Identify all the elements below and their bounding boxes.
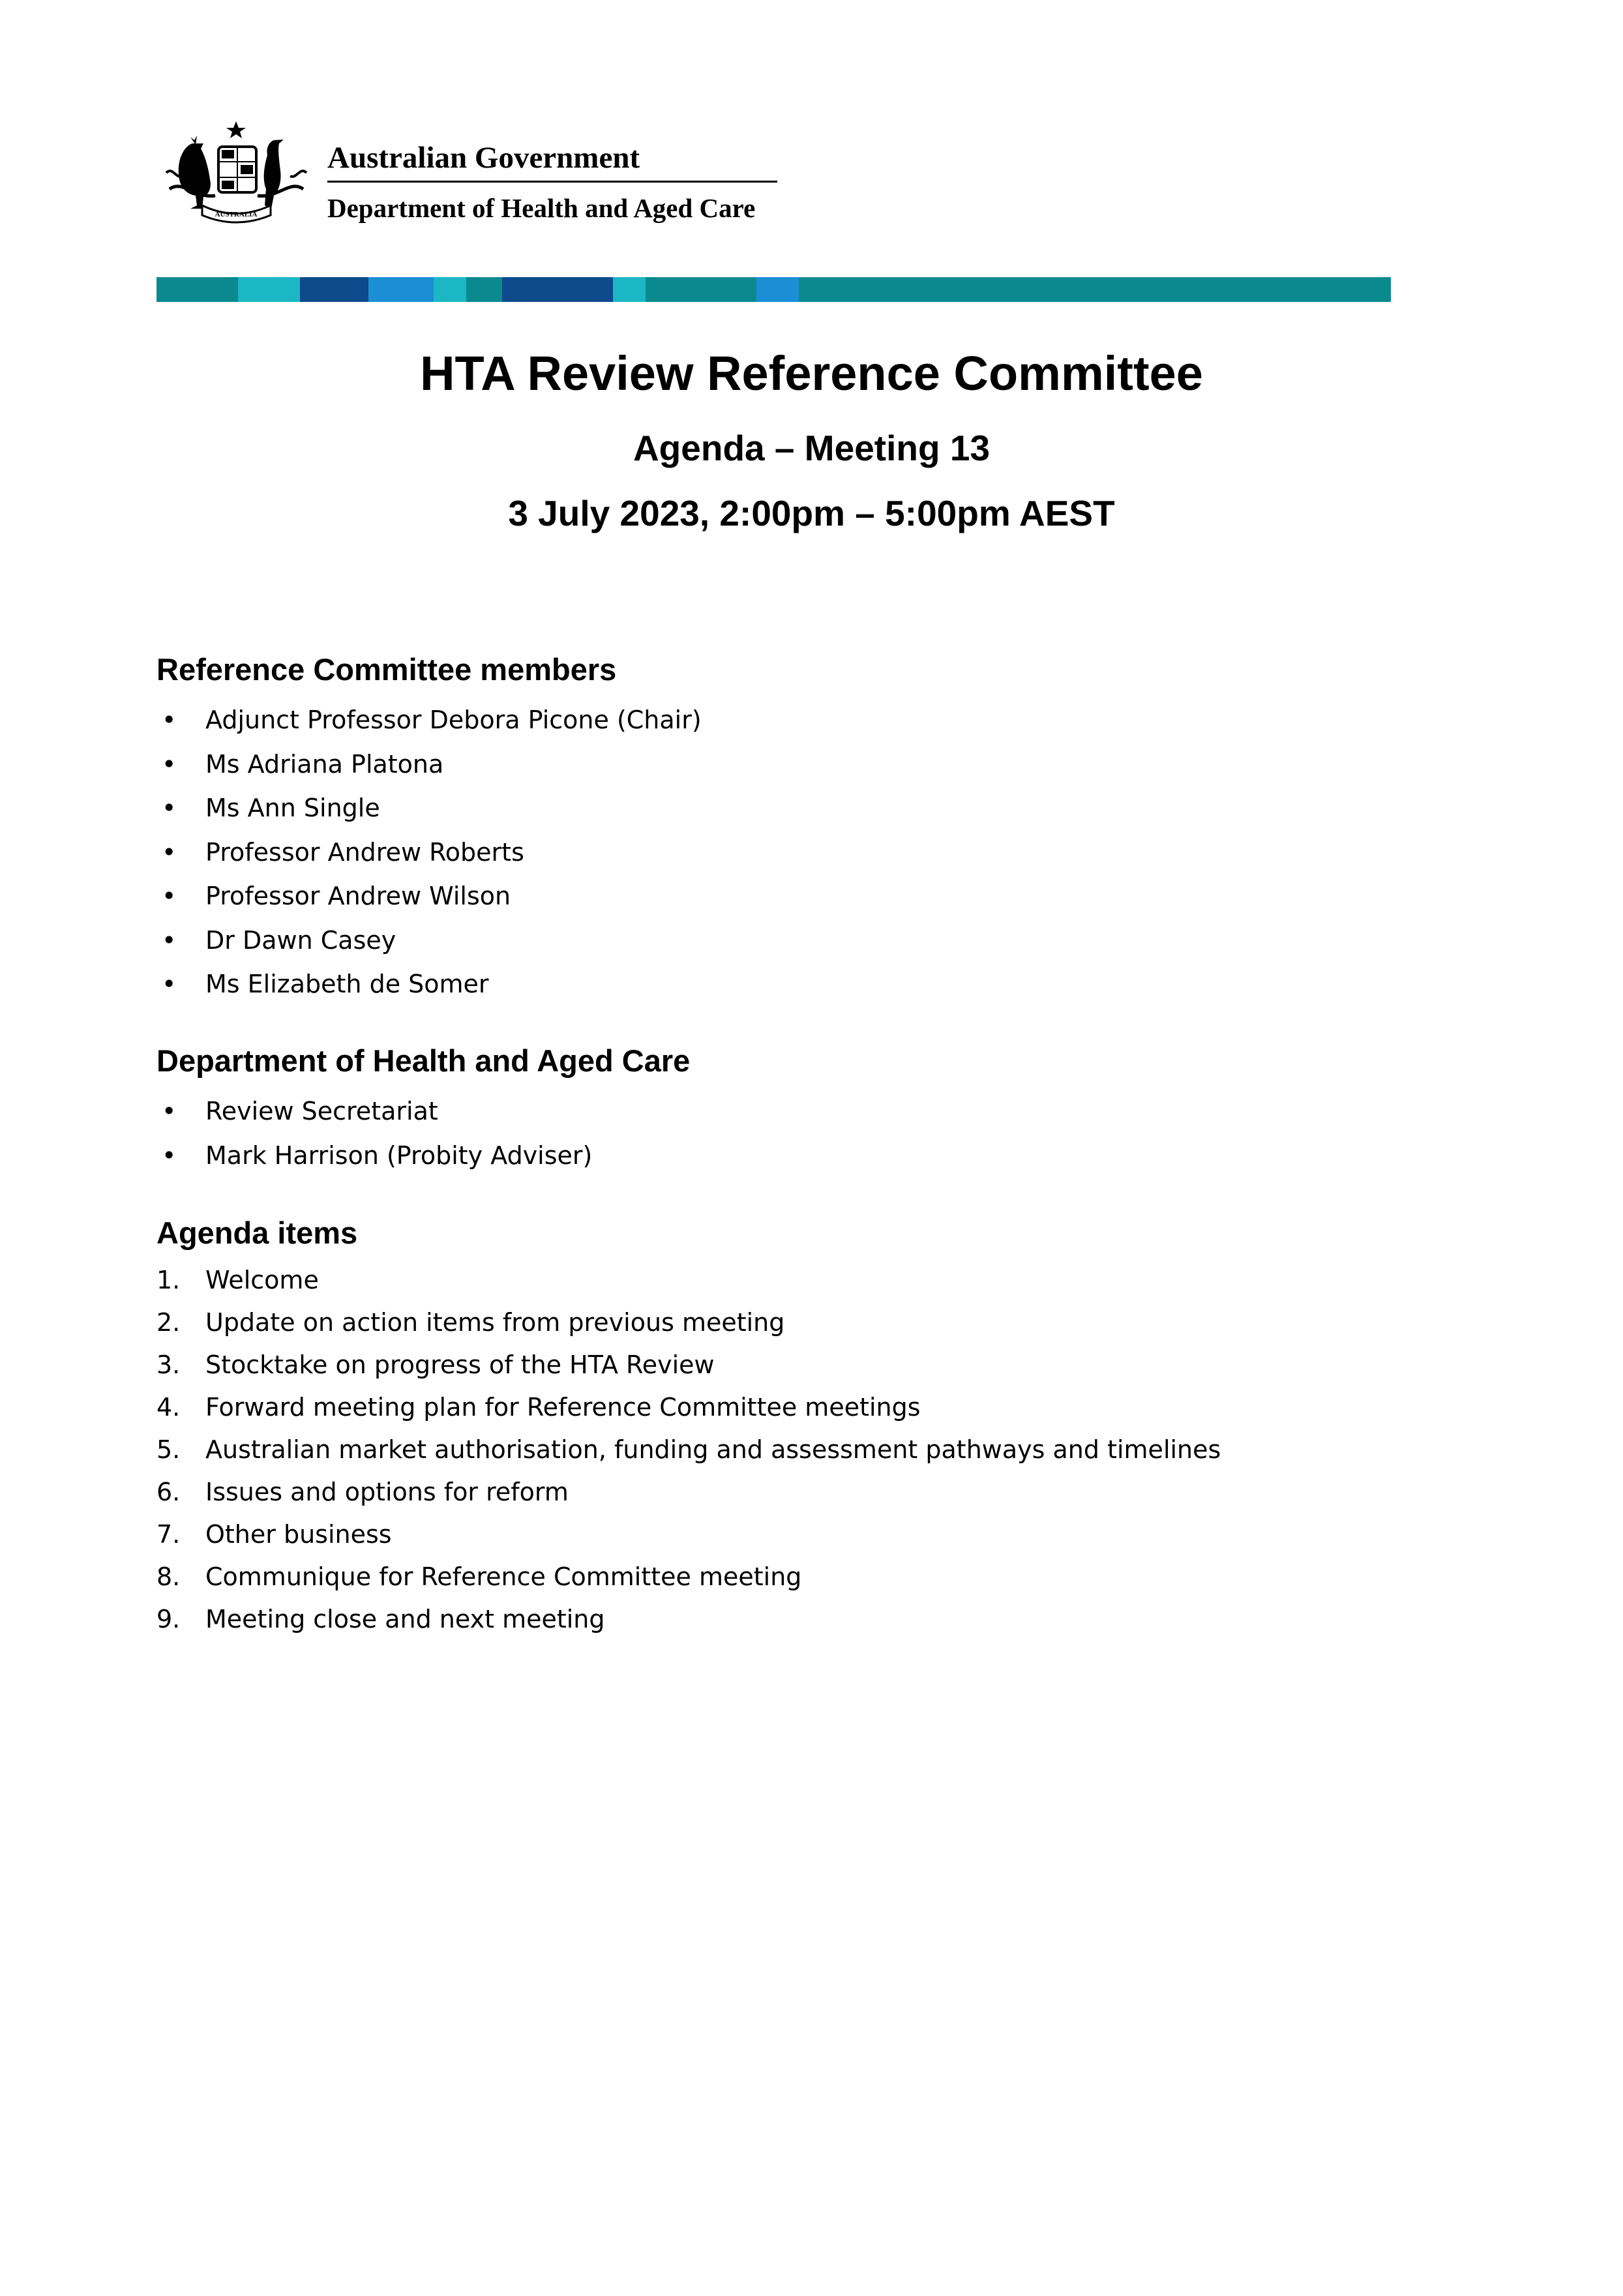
colour-segment [368,277,434,302]
colour-segment [156,277,238,302]
colour-segment [238,277,300,302]
brand-colour-bar [156,277,1391,302]
item-text: Meeting close and next meeting [205,1605,605,1633]
item-text: Australian market authorisation, funding and assessment pathways and timelines [205,1435,1221,1464]
section-heading: Department of Health and Aged Care [156,1043,691,1078]
item-text: Communique for Reference Committee meeting [205,1562,802,1591]
list-item: • Adjunct Professor Debora Picone (Chair) [156,698,1461,743]
colour-segment [300,277,368,302]
list-item: • Review Secretariat [156,1090,1461,1134]
list-item: • Ms Adriana Platona [156,743,1461,787]
colour-segment [613,277,646,302]
agenda-list [156,1259,1461,1641]
meeting-date: 3 July 2023, 2:00pm – 5:00pm AEST [508,493,1115,533]
agenda-item [156,1259,1461,1302]
list-item: • Professor Andrew Roberts [156,831,1461,875]
colour-segment [646,277,756,302]
item-number: 9. [156,1605,181,1633]
item-number: 8. [156,1562,181,1591]
section-heading: Agenda items [156,1215,358,1250]
colour-segment [799,277,1391,302]
committee-members-section [156,650,1461,1007]
item-number: 5. [156,1435,181,1464]
item-number: 6. [156,1478,181,1506]
item-number: 4. [156,1393,181,1422]
agenda-item [156,1429,1461,1471]
agenda-item [156,1344,1461,1386]
government-name: Australian Government [327,142,777,183]
page-header [156,114,782,231]
item-text: Issues and options for reform [205,1478,569,1506]
department-name: Department of Health and Aged Care [327,193,756,223]
item-text: Update on action items from previous meeting [205,1308,785,1337]
list-item: • Mark Harrison (Probity Adviser) [156,1134,1461,1178]
member-list [156,698,1461,1007]
agenda-item [156,1556,1461,1598]
list-item: • Ms Elizabeth de Somer [156,962,1461,1007]
colour-segment [502,277,613,302]
agenda-item [156,1471,1461,1513]
agenda-item [156,1386,1461,1429]
agenda-item [156,1302,1461,1344]
agenda-item [156,1598,1461,1641]
item-text: Forward meeting plan for Reference Committee meetings [205,1393,921,1422]
list-item: • Dr Dawn Casey [156,919,1461,963]
item-number: 1. [156,1266,181,1294]
document-subtitle: Agenda – Meeting 13 [633,428,990,468]
colour-segment [466,277,502,302]
department-section [156,1041,1461,1178]
item-number: 2. [156,1308,181,1337]
crest-banner-text: AUSTRALIA [215,211,258,218]
item-number: 3. [156,1350,181,1379]
colour-segment [756,277,799,302]
item-text: Welcome [205,1266,319,1294]
document-title: HTA Review Reference Committee [420,346,1203,400]
colour-segment [434,277,466,302]
section-heading: Reference Committee members [156,652,617,687]
list-item: • Professor Andrew Wilson [156,874,1461,919]
item-text: Other business [205,1520,392,1549]
agenda-item [156,1513,1461,1556]
coat-of-arms-logo [156,117,316,225]
agenda-items-section [156,1214,1461,1641]
department-list [156,1090,1461,1178]
list-item: • Ms Ann Single [156,786,1461,831]
item-number: 7. [156,1520,181,1549]
item-text: Stocktake on progress of the HTA Review [205,1350,715,1379]
